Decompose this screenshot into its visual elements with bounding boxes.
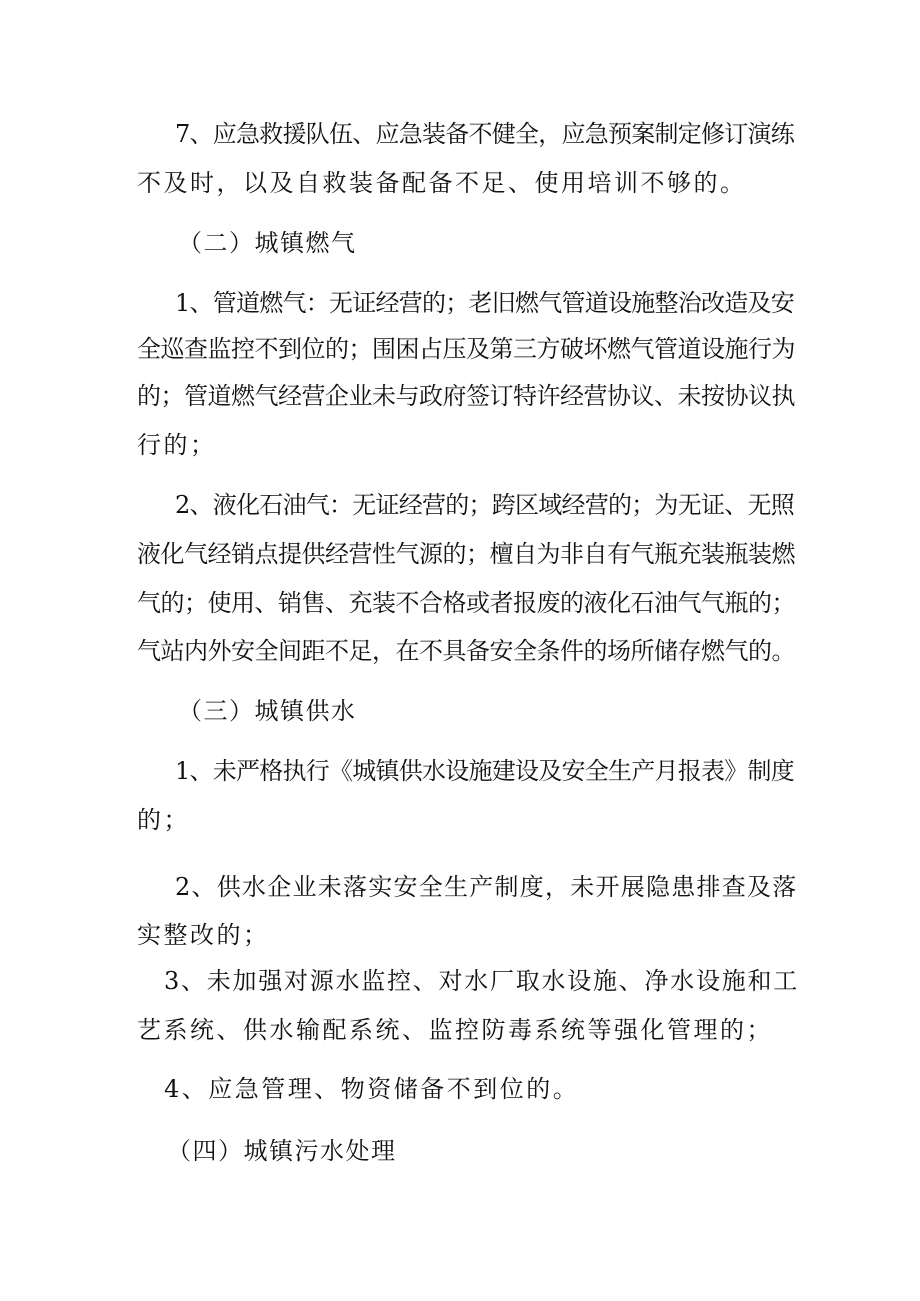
paragraph-pipeline-gas-line3: 的；管道燃气经营企业未与政府签订特许经营协议、未按协议执 bbox=[137, 382, 795, 410]
paragraph-water-item1-line1: 1、未严格执行《城镇供水设施建设及安全生产月报表》制度 bbox=[175, 757, 795, 785]
paragraph-water-item4-line1: 4、应急管理、物资储备不到位的。 bbox=[164, 1075, 580, 1103]
paragraph-lpg-line3: 气的；使用、销售、充装不合格或者报废的液化石油气气瓶的； bbox=[137, 589, 795, 617]
paragraph-water-item1-line2: 的； bbox=[137, 806, 190, 834]
paragraph-pipeline-gas-line2: 全巡查监控不到位的；围困占压及第三方破坏燃气管道设施行为 bbox=[137, 335, 795, 363]
paragraph-pipeline-gas-line1: 1、管道燃气：无证经营的；老旧燃气管道设施整治改造及安 bbox=[175, 289, 795, 317]
paragraph-item7-line2: 不及时，以及自救装备配备不足、使用培训不够的。 bbox=[137, 169, 747, 197]
section-heading-gas: （二）城镇燃气 bbox=[178, 229, 357, 257]
paragraph-pipeline-gas-line4: 行的； bbox=[137, 431, 217, 459]
paragraph-water-item2-line1: 2、供水企业未落实安全生产制度，未开展隐患排查及落 bbox=[175, 873, 798, 901]
paragraph-item7-line1: 7、应急救援队伍、应急装备不健全，应急预案制定修订演练 bbox=[175, 120, 795, 148]
paragraph-water-item2-line2: 实整改的； bbox=[137, 921, 270, 949]
section-heading-sewage: （四）城镇污水处理 bbox=[167, 1137, 397, 1165]
paragraph-lpg-line2: 液化气经销点提供经营性气源的；檀自为非自有气瓶充装瓶装燃 bbox=[137, 540, 795, 568]
section-heading-water-supply: （三）城镇供水 bbox=[178, 697, 357, 725]
paragraph-lpg-line4: 气站内外安全间距不足，在不具备安全条件的场所储存燃气的。 bbox=[137, 637, 795, 665]
paragraph-water-item3-line1: 3、未加强对源水监控、对水厂取水设施、净水设施和工 bbox=[164, 967, 800, 995]
paragraph-water-item3-line2: 艺系统、供水输配系统、监控防毒系统等强化管理的； bbox=[137, 1016, 773, 1044]
paragraph-lpg-line1: 2、液化石油气：无证经营的；跨区域经营的；为无证、无照 bbox=[175, 491, 795, 519]
